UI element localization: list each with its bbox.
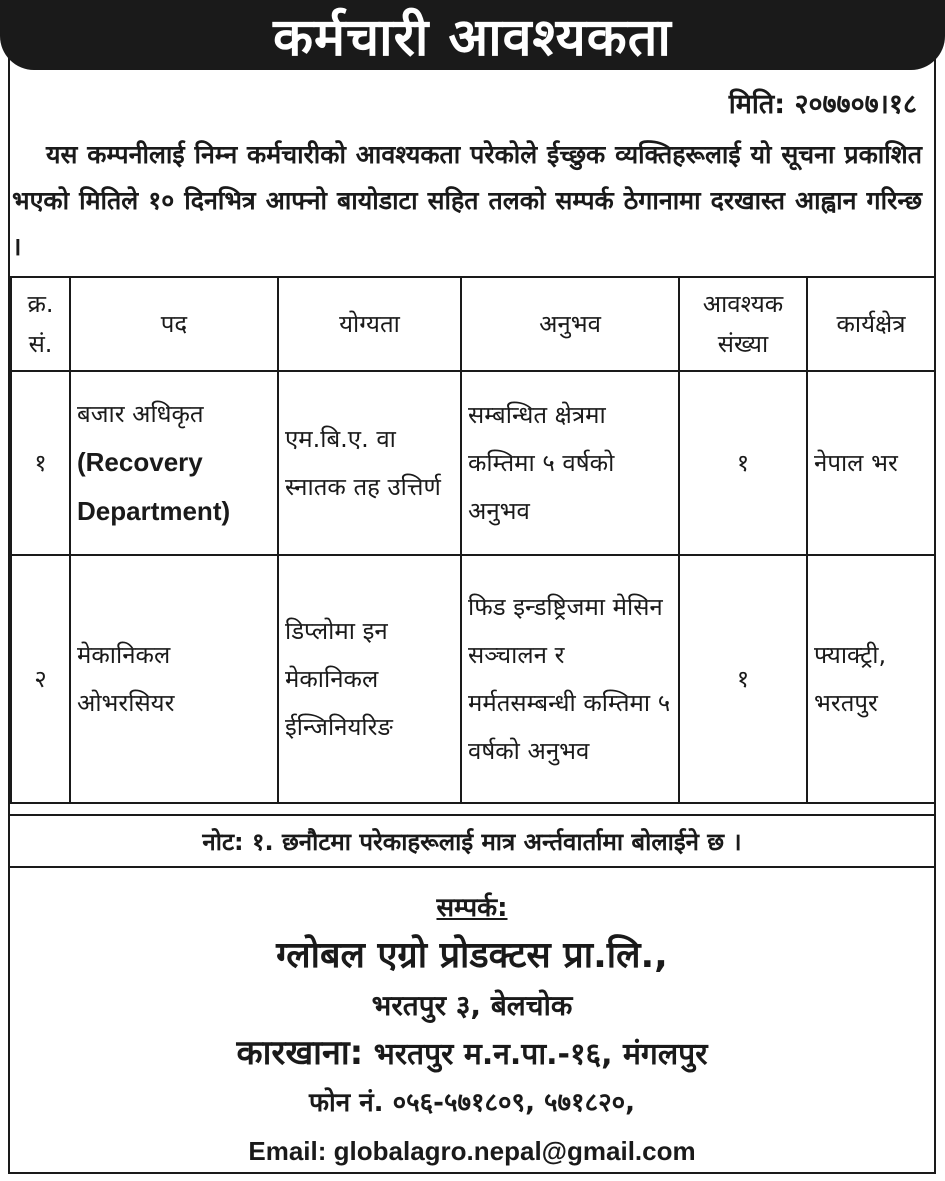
contact-section [10, 888, 934, 1176]
cell-post [70, 371, 278, 555]
table-row [11, 371, 935, 555]
note-line: नोट: १. छनौटमा परेकाहरूलाई मात्र अर्न्तवार्तामा बोलाईने छ । [10, 814, 934, 868]
factory-address: भरतपुर म.न.पा.-१६, मंगलपुर [373, 1037, 708, 1072]
cell-experience: सम्बन्धित क्षेत्रमा कम्तिमा ५ वर्षको अनुभव [461, 371, 679, 555]
notice-date: मिति: २०७७०७।१८ [728, 89, 917, 120]
col-header-location: कार्यक्षेत्र [807, 277, 935, 371]
cell-sn: १ [11, 371, 70, 555]
company-address: भरतपुर ३, बेलचोक [371, 989, 573, 1022]
factory-label: कारखाना: [236, 1033, 364, 1073]
cell-qualification: डिप्लोमा इन मेकानिकल ईन्जिनियरिङ [278, 555, 461, 803]
vacancy-table [10, 276, 936, 804]
factory-line [10, 1028, 934, 1080]
email-address: Email: globalagro.nepal@gmail.com [248, 1136, 696, 1166]
cell-qualification: एम.बि.ए. वा स्नातक तह उत्तिर्ण [278, 371, 461, 555]
cell-sn: २ [11, 555, 70, 803]
page-title: कर्मचारी आवश्यकता [273, 7, 672, 68]
title-banner [0, 0, 945, 70]
cell-count: १ [679, 371, 807, 555]
col-header-post: पद [70, 277, 278, 371]
cell-location: नेपाल भर [807, 371, 935, 555]
cell-location: फ्याक्ट्री, भरतपुर [807, 555, 935, 803]
table-header-row [11, 277, 935, 371]
cell-count: १ [679, 555, 807, 803]
col-header-experience: अनुभव [461, 277, 679, 371]
company-name: ग्लोबल एग्रो प्रोडक्टस प्रा.लि., [276, 935, 668, 976]
table-row [11, 555, 935, 803]
col-header-sn: क्र. सं. [11, 277, 70, 371]
post-department: (Recovery Department) [77, 447, 231, 526]
cell-experience: फिड इन्डष्ट्रिजमा मेसिन सञ्चालन र मर्मतसम्बन्धी कम्तिमा ५ वर्षको अनुभव [461, 555, 679, 803]
contact-label: सम्पर्क: [436, 893, 508, 923]
intro-paragraph: यस कम्पनीलाई निम्न कर्मचारीको आवश्यकता परेकोले ईच्छुक व्यक्तिहरूलाई यो सूचना प्रकाशित भएको मितिले १० दिनभित्र आफ्नो बायोडाटा सहित तलको सम्पर्क ठेगानामा दरखास्त आह्वान गरिन्छ । [12, 140, 922, 261]
col-header-count: आवश्यक संख्या [679, 277, 807, 371]
col-header-qualification: योग्यता [278, 277, 461, 371]
post-title: बजार अधिकृत [77, 400, 204, 428]
phone-numbers: फोन नं. ०५६-५७१८०९, ५७१८२०, [308, 1088, 636, 1118]
cell-post: मेकानिकल ओभरसियर [70, 555, 278, 803]
